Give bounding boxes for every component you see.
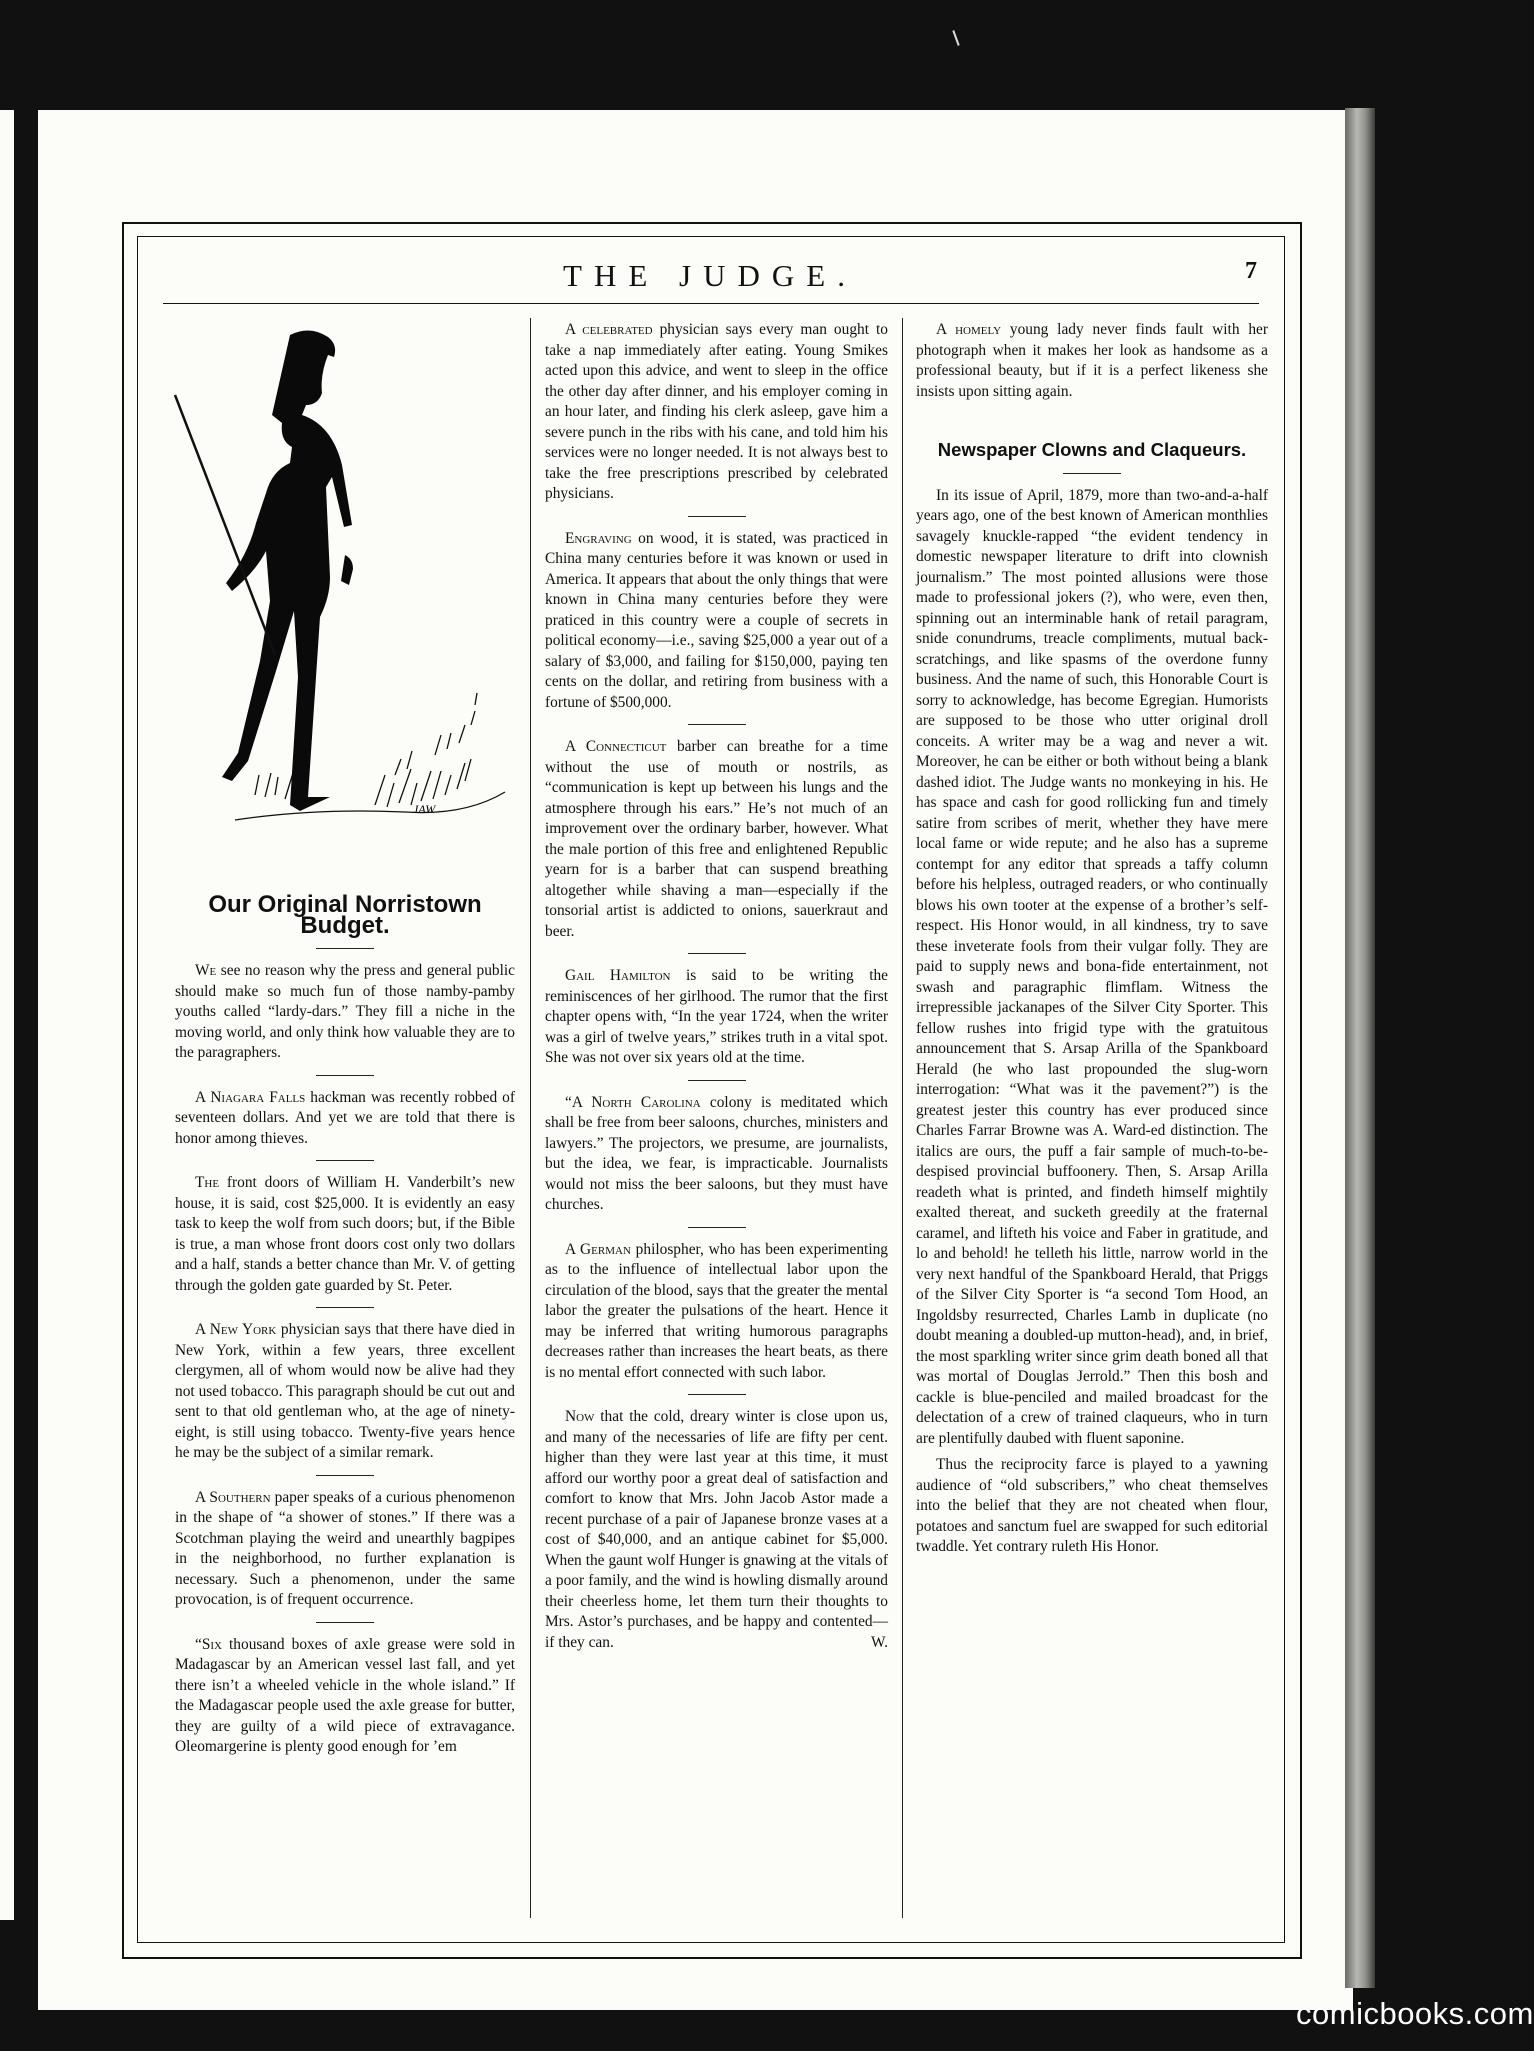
- headline-rule: [1063, 473, 1121, 474]
- paragraph: A Niagara Falls hackman was recently robbed of seventeen dollars. And yet we are told that there is honor among thieves.: [175, 1088, 515, 1147]
- grass-hatching: [235, 693, 505, 820]
- column-rule-1: [530, 318, 531, 1918]
- paragraph: “A North Carolina colony is meditated which shall be free from beer saloons, churches, ministers and lawyers.” The projectors, we presume, are journalists, but the idea, we fear, is impracticable. Journalists would not miss the beer saloons, but they must have churches.: [545, 1093, 888, 1213]
- paragraph-rule: [316, 1475, 374, 1476]
- author-initial: W.: [871, 1633, 888, 1651]
- headline-rule: [316, 948, 374, 949]
- running-title: THE JUDGE.: [563, 258, 857, 293]
- paragraph: Now that the cold, dreary winter is close upon us, and many of the necessaries of life are fifty per cent. higher than they were last year at this time, it must afford our worthy poor a great deal of satisfaction and comfort to know that Mrs. John Jacob Astor made a recent purchase of a pair of Japanese bronze vases at a cost of $40,000, and an antique cabinet for $5,000. When the gaunt wolf Hunger is gnawing at the vitals of a poor family, and the wind is howling dismally around their cheerless home, let them turn their thoughts to Mrs. Astor’s purchases, and be happy and contented—if they can. W.: [545, 1407, 888, 1653]
- paragraph: A Southern paper speaks of a curious phenomenon in the shape of “a shower of stones.” If there was a Scotchman playing the weird and unearthly bagpipes in the neighborhood, no further explanation is necessary. Such a phenomenon, under the same provocation, is of frequent occurrence.: [175, 1488, 515, 1608]
- column-1: [175, 891, 515, 1764]
- paragraph-rule: [316, 1307, 374, 1308]
- silhouette-illustration: [175, 325, 515, 865]
- scan-mark: [952, 30, 959, 46]
- binding-edge: [1345, 108, 1375, 1988]
- paragraph-rule: [316, 1160, 374, 1161]
- header-rule: [163, 303, 1259, 304]
- paragraph-rule: [688, 1227, 746, 1228]
- paragraph: A German philospher, who has been experimenting as to the influence of intellectual labor upon the circulation of the blood, says that the greater the mental labor the greater the pulsations of the heart. Hence it may be inferred that writing humorous paragraphs decreases rather than increases the heart beats, as there is no mental effort connected with such labor.: [545, 1240, 888, 1381]
- paragraph: A celebrated physician says every man ought to take a nap immediately after eating. Young Smikes acted upon this advice, and went to sleep in the office the other day after dinner, and his employer coming in an hour later, and finding his clerk asleep, gave him a severe punch in the ribs with his cane, and told him his services were no longer needed. It is not always best to take the free prescriptions prescribed by celebrated physicians.: [545, 321, 888, 502]
- paragraph-rule: [688, 516, 746, 517]
- paragraph: A New York physician says that there have died in New York, within a few years, three excellent clergymen, all of whom would now be alive had they not used tobacco. This paragraph should be cut out and sent to that old gentleman who, at the age of ninety-eight, is still using tobacco. Twenty-five years hence he may be the subject of a similar remark.: [175, 1321, 515, 1461]
- article-headline: Newspaper Clowns and Claqueurs.: [937, 439, 1247, 460]
- paragraph: In its issue of April, 1879, more than two-and-a-half years ago, one of the best known of American monthlies savagely knuckle-rapped “the evident tendency in domestic newspaper literature to drift into clownish journalism.” The most pointed allusions were those made to professional jokers (?), who were, even then, spinning out an interminable hank of retail paragram, snide conundrums, treacle compliments, mutual back-scratchings, and like spasms of the overdone funny business. And the name of such, this Honorable Court is sorry to acknowledge, has become Egregian. Humorists are supposed to be those who utter original droll conceits. A writer may be a wag and never a wit. Moreover, he can be either or both without being a blank dashed idiot. The Judge wants no monkeying in his. He has space and cash for good rollicking fun and timely satire from scribes of merit, whether they have mere local fame or wide repute; and he also has a supreme contempt for any editor that spreads a taffy column before his helpless, outraged readers, or who continually blows his own tooter at the expense of a brother’s self-respect. His Honor would, in all kindness, try to save these inveterate fools from their vulgar folly. They are paid to supply news and bona-fide entertainment, not swash and paragraphic flimflam. Witness the irrepressible jackanapes of the Silver City Sporter. This fellow rushes into frigid type with the gratuitous announcement that S. Arsap Arilla of the Spankboard Herald (he who last propounded the slug-worn interrogation: “What was it the pavement?”) is the greatest jester this country has ever produced since Charles Farrar Browne was A. Ward-ed distinction. The italics are ours, the puff a fair sample of much-to-be-despised provincial buffoonery. Then, S. Arsap Arilla readeth what is printed, and findeth himself mightily exalted thereat, and sucketh greedily at the fraternal caramel, and lifteth his voice and Faber in gratitude, and lo and behold! he telleth his little, narrow world in the very next handful of the Spankboard Herald, that Priggs of the Silver City Sporter is “a second Tom Hood, an Ingoldsby resurrected, Charles Lamb in duplicate (no doubt meaning a doubled-up mutton-head), and, in brief, the most sparkling writer since grim death boned all that was mortal of Douglas Jerrold.” Then this bosh and cackle is blue-penciled and mailed broadcast for the delectation of a crew of trained claqueurs, who in turn are plentifully daubed with fluent saponine.: [916, 486, 1268, 1447]
- column-rule-2: [902, 318, 903, 1918]
- paragraph-rule: [316, 1622, 374, 1623]
- paragraph-rule: [688, 1080, 746, 1081]
- paragraph-rule: [688, 1394, 746, 1395]
- column-2: [545, 320, 888, 1659]
- paragraph-rule: [688, 953, 746, 954]
- paragraph-rule: [688, 724, 746, 725]
- watermark: comicbooks.com: [1296, 1996, 1534, 2031]
- paragraph: A homely young lady never finds fault with her photograph when it makes her look as handsome as a professional beauty, but if it is a perfect likeness she insists upon sitting again.: [916, 321, 1268, 400]
- paragraph: We see no reason why the press and general public should make so much fun of those namby-pamby youths called “lardy-dars.” They fill a niche in the moving world, and only think how valuable they are to the paragraphers.: [175, 962, 515, 1061]
- paragraph: “Six thousand boxes of axle grease were sold in Madagascar by an American vessel last fall, and yet there isn’t a wheeled vehicle in the whole island.” If the Madagascar people used the axle grease for butter, they are guilty of a wild piece of extravagance. Oleomargerine is plenty good enough for ’em: [175, 1635, 515, 1755]
- paragraph: Thus the reciprocity farce is played to a yawning audience of “old subscribers,” who cheat themselves into the belief that they are not cheated when flour, potatoes and sanctum fuel are swapped for such editorial twaddle. Yet contrary ruleth His Honor.: [916, 1456, 1268, 1555]
- paragraph: Engraving on wood, it is stated, was practiced in China many centuries before it was known or used in America. It appears that about the only things that were known in China many centuries before they were praticed in this country were a couple of secrets in political economy—i.e., saving $25,000 a year out of a salary of $3,000, and failing for $150,000, paying ten cents on the dollar, and retiring from business with a fortune of $500,000.: [545, 529, 888, 711]
- paragraph-rule: [316, 1075, 374, 1076]
- column-3: [916, 320, 1268, 1564]
- paragraph: Gail Hamilton is said to be writing the reminiscences of her girlhood. The rumor that the first chapter opens with, “In the year 1724, when the writer was a girl of twelve years,” strikes truth in a vital spot. She was not over six years old at the time.: [545, 967, 888, 1066]
- artist-signature: JAW: [413, 802, 436, 816]
- paragraph: The front doors of William H. Vanderbilt’s new house, it is said, cost $25,000. It is evidently an easy task to keep the wolf from such doors; but, if the Bible is true, a man whose front doors cost only two dollars and a half, stands a better chance than Mr. V. of getting through the golden gate guarded by St. Peter.: [175, 1174, 515, 1294]
- page-number: 7: [1245, 258, 1257, 284]
- paragraph: A Connecticut barber can breathe for a time without the use of mouth or nostrils, as “communication is kept up between his lungs and the atmosphere through his ears.” He’s not much of an improvement over the ordinary barber, however. What the male portion of this free and enlightened Republic yearn for is a barber that can suspend breathing altogether while shaving a man—especially if the tonsorial artist is addicted to onions, sauerkraut and beer.: [545, 738, 888, 940]
- budget-headline: Our Original Norristown Budget.: [208, 891, 482, 939]
- adjacent-page-edge: [0, 110, 14, 1920]
